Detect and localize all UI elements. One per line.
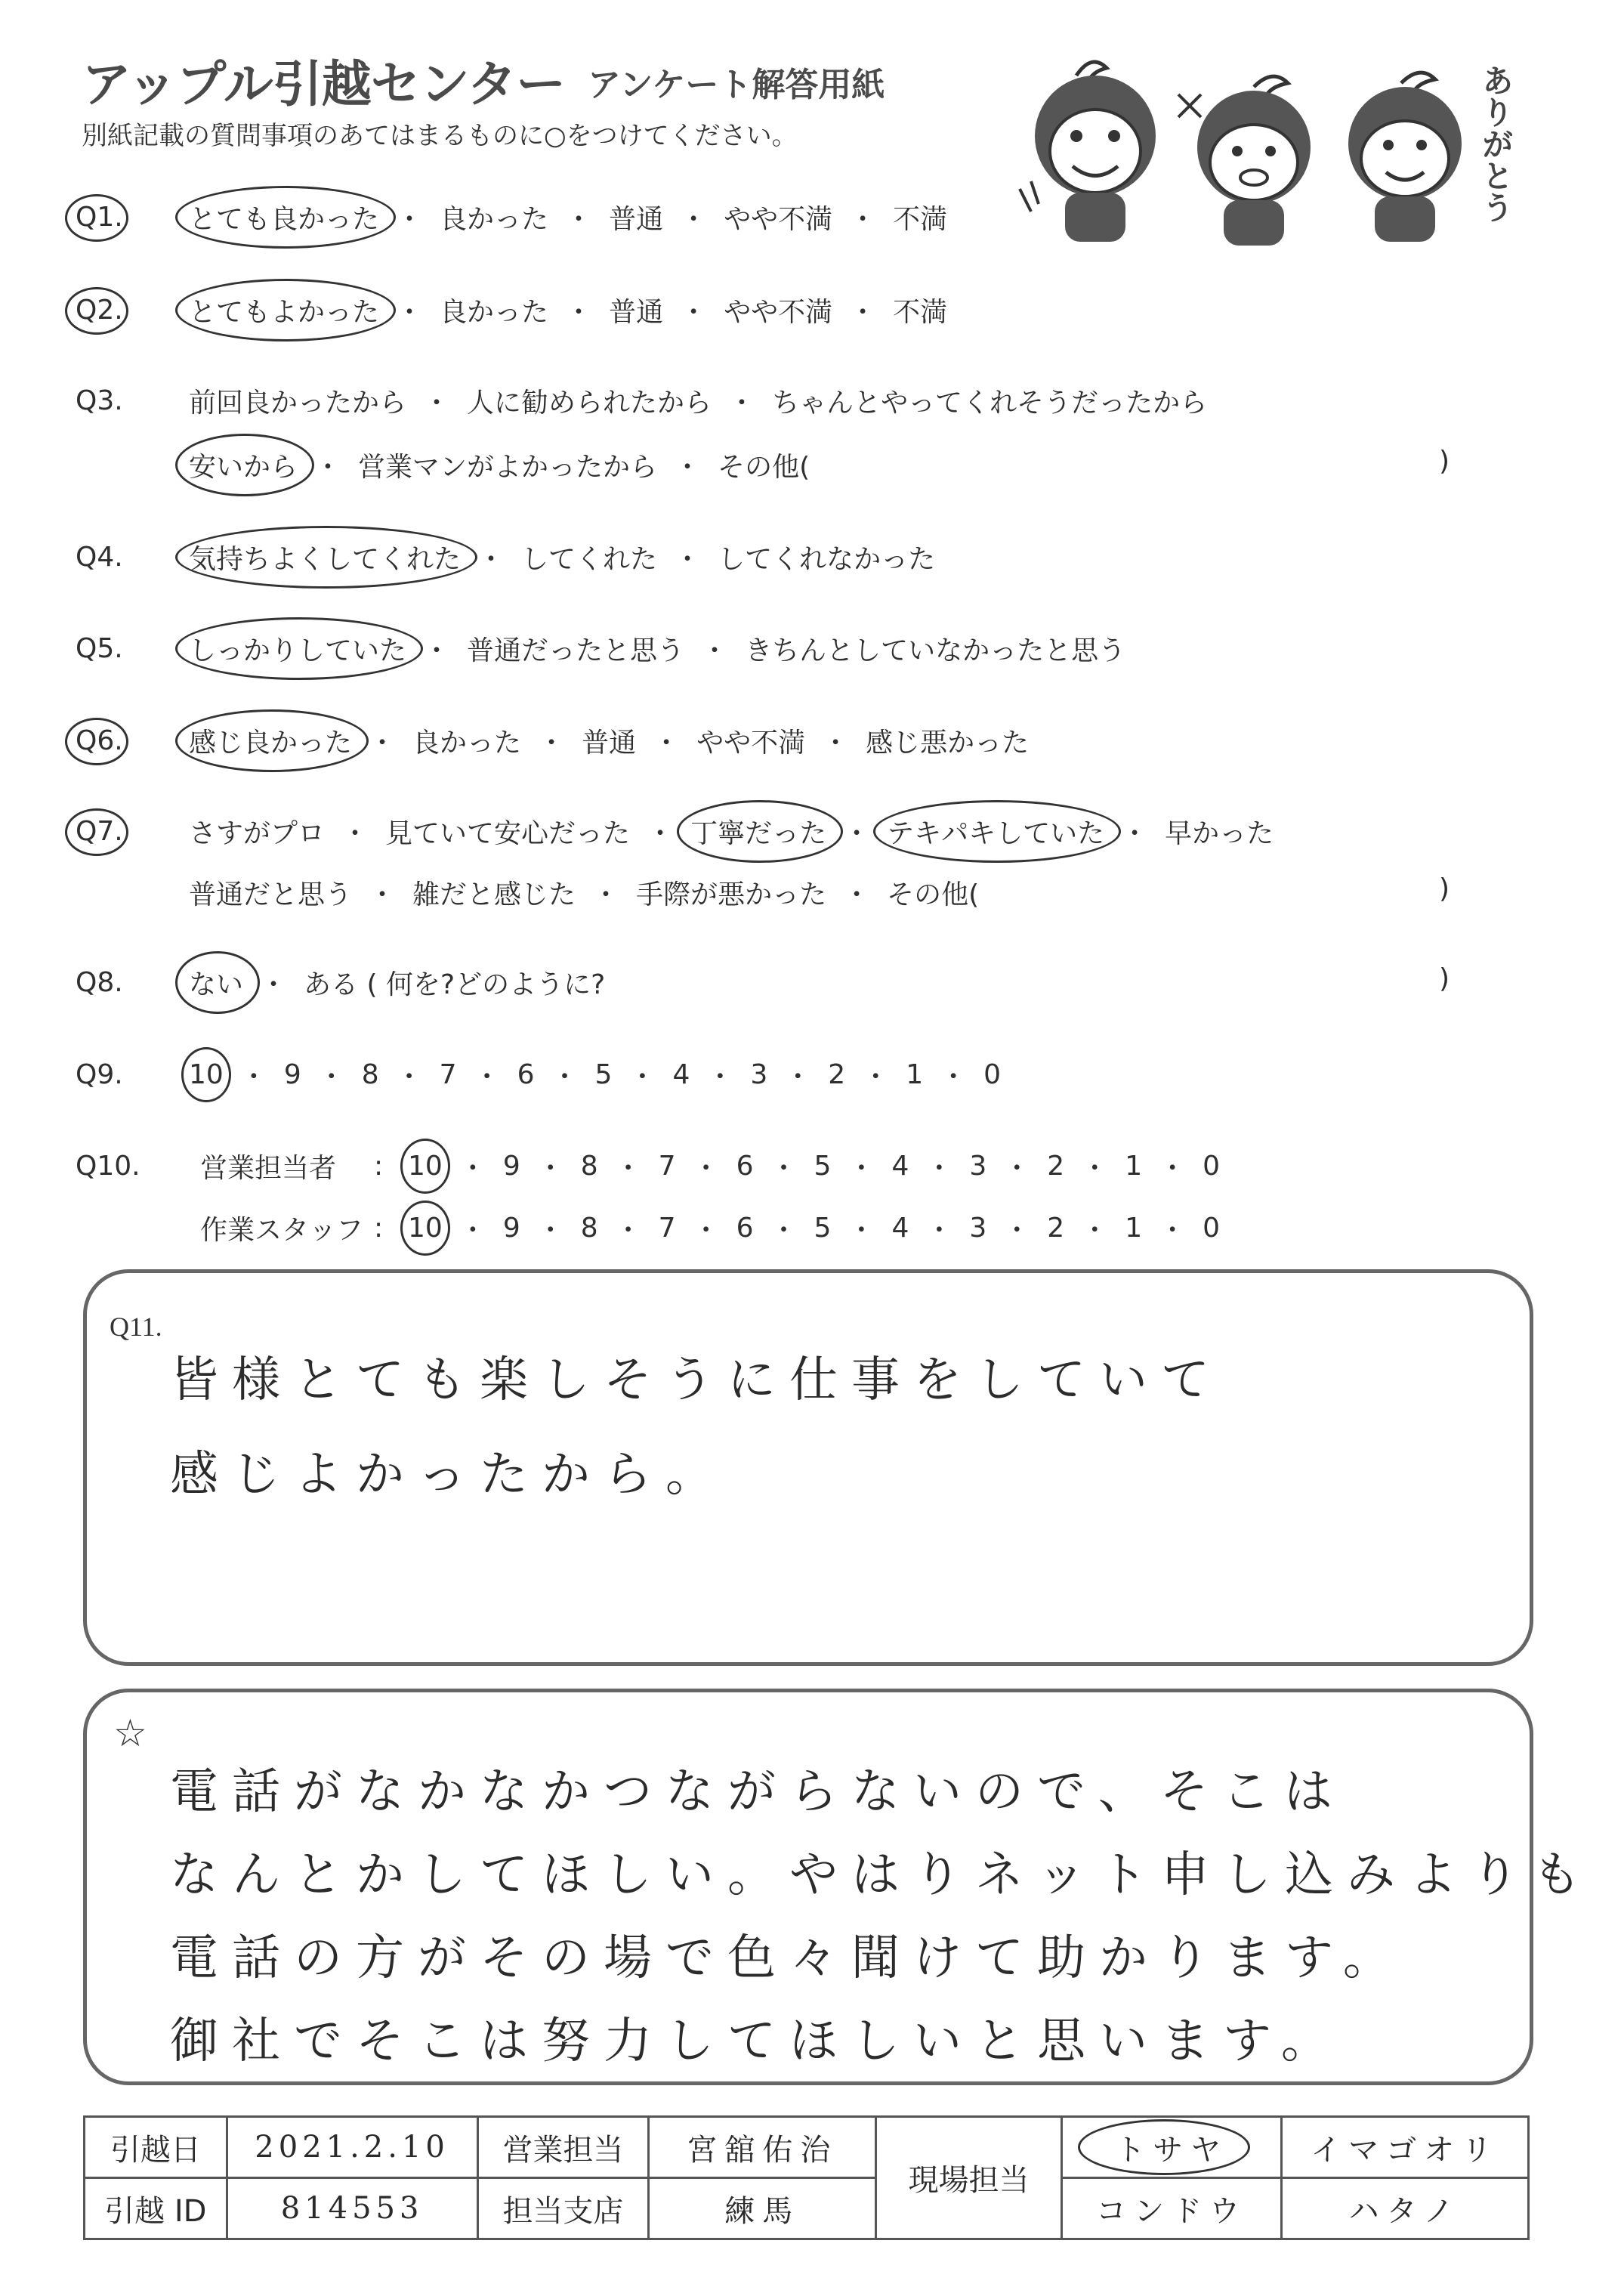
question-label: Q5. bbox=[76, 633, 123, 664]
option[interactable]: してくれなかった bbox=[718, 544, 936, 575]
score[interactable]: 8 bbox=[580, 1213, 598, 1244]
other-close-paren: ) bbox=[1439, 873, 1450, 904]
branch-value[interactable]: 練馬 bbox=[649, 2178, 876, 2239]
form-title: アップル引越センター bbox=[82, 55, 566, 113]
comment-line-4: 御社でそこは努力してほしいと思います。 bbox=[170, 2013, 1343, 2069]
option[interactable]: やや不満 bbox=[724, 297, 833, 328]
mascot-monkey-icon bbox=[1163, 64, 1337, 253]
site-rep-3-value[interactable]: コンドウ bbox=[1062, 2178, 1282, 2239]
other-close-paren: ) bbox=[1439, 963, 1450, 994]
question-2: Q2. とてもよかった ・ 良かった ・ 普通 ・ やや不満 ・ 不満 bbox=[76, 291, 947, 329]
question-4: Q4. 気持ちよくしてくれた ・ してくれた ・ してくれなかった bbox=[76, 538, 935, 576]
option-other[interactable]: その他( bbox=[887, 879, 980, 910]
question-7: Q7. さすがプロ ・ 見ていて安心だった ・ 丁寧だった ・ テキパキしていた ・ 早かった bbox=[76, 812, 1274, 851]
sales-rep-value[interactable]: 宮舘佑治 bbox=[649, 2117, 876, 2178]
score[interactable]: 0 bbox=[1203, 1213, 1221, 1244]
move-id-value[interactable]: 814553 bbox=[227, 2178, 477, 2239]
option[interactable]: ちゃんとやってくれそうだったから bbox=[772, 388, 1208, 419]
score[interactable]: 0 bbox=[1203, 1151, 1221, 1182]
sales-rep-label: 営業担当者 bbox=[200, 1153, 337, 1184]
score[interactable]: 6 bbox=[517, 1059, 535, 1090]
option-selected[interactable]: しっかりしていた bbox=[189, 629, 406, 668]
score[interactable]: 3 bbox=[750, 1059, 768, 1090]
question-label: Q8. bbox=[76, 967, 123, 998]
score-selected[interactable]: 10 bbox=[408, 1213, 443, 1244]
question-5: Q5. しっかりしていた ・ 普通だったと思う ・ きちんとしていなかったと思う bbox=[76, 629, 1125, 668]
question-3: Q3. 前回良かったから ・ 人に勧められたから ・ ちゃんとやってくれそうだったから bbox=[76, 382, 1207, 420]
q11-comment-box[interactable] bbox=[83, 1269, 1533, 1666]
option[interactable]: 良かった bbox=[440, 297, 549, 328]
option-selected[interactable]: 安いから bbox=[189, 446, 298, 484]
option[interactable]: やや不満 bbox=[724, 204, 833, 235]
comment-line-1: 電話がなかなかつながらないので、そこは bbox=[170, 1764, 1346, 1820]
option[interactable]: やや不満 bbox=[696, 728, 806, 759]
score[interactable]: 4 bbox=[672, 1059, 690, 1090]
move-info-table bbox=[83, 2115, 1530, 2240]
score[interactable]: 5 bbox=[814, 1213, 832, 1244]
option-other[interactable]: その他( bbox=[718, 452, 810, 483]
option-selected[interactable]: とてもよかった bbox=[189, 291, 379, 329]
option[interactable]: 普通 bbox=[609, 297, 664, 328]
question-7-line-2: 普通だと思う ・ 雑だと感じた ・ 手際が悪かった ・ その他( bbox=[189, 873, 979, 912]
other-close-paren: ) bbox=[1439, 446, 1450, 477]
question-label: Q1. bbox=[76, 202, 189, 233]
score[interactable]: 3 bbox=[969, 1151, 987, 1182]
score[interactable]: 9 bbox=[502, 1151, 520, 1182]
instruction-text: 別紙記載の質問事項のあてはまるものに○をつけてください。 bbox=[82, 121, 798, 151]
score[interactable]: 2 bbox=[828, 1059, 846, 1090]
move-date-label: 引越日 bbox=[85, 2117, 227, 2178]
option[interactable]: 普通だったと思う bbox=[467, 635, 685, 666]
additional-comment-box[interactable] bbox=[83, 1689, 1595, 2085]
question-label: Q4. bbox=[76, 542, 123, 573]
form-subtitle: アンケート解答用紙 bbox=[588, 66, 885, 104]
option[interactable]: 普通だと思う bbox=[189, 879, 353, 910]
q11-answer-line-1: 皆様とても楽しそうに仕事をしていて bbox=[170, 1352, 1223, 1408]
question-1: Q1. とても良かった ・ 良かった ・ 普通 ・ やや不満 ・ 不満 bbox=[76, 198, 947, 236]
option[interactable]: ある ( 何を?どのように? bbox=[304, 969, 606, 1000]
option[interactable]: 良かった bbox=[412, 728, 522, 759]
question-10-staff: 作業スタッフ : 10 ・ 9 ・ 8 ・ 7 ・ 6 ・ 5 ・ 4 ・ 3 ・ 2 ・ 1 ・ 0 bbox=[200, 1209, 1220, 1247]
mascot-thanks-text: ありがとう bbox=[1477, 64, 1514, 223]
question-label: Q6. bbox=[76, 725, 189, 756]
score[interactable]: 8 bbox=[361, 1059, 379, 1090]
work-staff-label: 作業スタッフ bbox=[200, 1215, 364, 1246]
star-icon: ☆ bbox=[113, 1711, 147, 1755]
site-rep-label: 現場担当 bbox=[876, 2117, 1062, 2239]
question-6: Q6. 感じ良かった ・ 良かった ・ 普通 ・ やや不満 ・ 感じ悪かった bbox=[76, 722, 1029, 760]
option-selected[interactable]: テキパキしていた bbox=[887, 812, 1104, 851]
score[interactable]: 0 bbox=[983, 1059, 1002, 1090]
option[interactable]: 不満 bbox=[893, 204, 948, 235]
q11-label: Q11. bbox=[110, 1312, 162, 1342]
score[interactable]: 8 bbox=[580, 1151, 598, 1182]
option-selected[interactable]: 丁寧だった bbox=[690, 812, 826, 851]
site-rep-4-value[interactable]: ハタノ bbox=[1282, 2178, 1529, 2239]
score[interactable]: 1 bbox=[1125, 1213, 1143, 1244]
mascot-monkey-icon bbox=[1329, 60, 1480, 249]
option[interactable]: 感じ悪かった bbox=[866, 728, 1030, 759]
option[interactable]: 手際が悪かった bbox=[636, 879, 827, 910]
option[interactable]: 人に勧められたから bbox=[467, 388, 712, 419]
option-selected[interactable]: ない bbox=[189, 963, 243, 1002]
score-selected[interactable]: 10 bbox=[408, 1151, 443, 1182]
score[interactable]: 5 bbox=[814, 1151, 832, 1182]
colon: : bbox=[374, 1151, 384, 1182]
option[interactable]: 見ていて安心だった bbox=[385, 818, 631, 849]
score[interactable]: 5 bbox=[594, 1059, 613, 1090]
option[interactable]: さすがプロ bbox=[189, 818, 326, 849]
option[interactable]: 普通 bbox=[609, 204, 664, 235]
sales-rep-label: 営業担当 bbox=[477, 2117, 649, 2178]
question-3-line-2: 安いから ・ 営業マンがよかったから ・ その他( bbox=[189, 446, 810, 484]
score[interactable]: 4 bbox=[891, 1151, 909, 1182]
score[interactable]: 3 bbox=[969, 1213, 987, 1244]
option[interactable]: 営業マンがよかったから bbox=[358, 452, 658, 483]
score[interactable]: 6 bbox=[736, 1213, 754, 1244]
score[interactable]: 1 bbox=[906, 1059, 924, 1090]
q11-answer-line-2: 感じよかったから。 bbox=[170, 1447, 727, 1503]
option[interactable]: きちんとしていなかったと思う bbox=[745, 635, 1126, 666]
option[interactable]: 良かった bbox=[440, 204, 549, 235]
question-label: Q3. bbox=[76, 385, 123, 416]
option-selected[interactable]: 気持ちよくしてくれた bbox=[189, 538, 461, 576]
score[interactable]: 1 bbox=[1125, 1151, 1143, 1182]
site-rep-1-value[interactable]: トサヤ bbox=[1062, 2117, 1282, 2178]
colon: : bbox=[374, 1213, 384, 1244]
branch-label: 担当支店 bbox=[477, 2178, 649, 2239]
score-selected[interactable]: 10 bbox=[189, 1059, 224, 1090]
option[interactable]: 不満 bbox=[893, 297, 948, 328]
score[interactable]: 9 bbox=[502, 1213, 520, 1244]
option-selected[interactable]: 感じ良かった bbox=[189, 722, 352, 760]
option[interactable]: 普通 bbox=[582, 728, 637, 759]
score[interactable]: 9 bbox=[283, 1059, 301, 1090]
move-id-label: 引越 ID bbox=[85, 2178, 227, 2239]
option[interactable]: 前回良かったから bbox=[189, 388, 407, 419]
question-label: Q10. bbox=[76, 1151, 140, 1182]
option[interactable]: 早かった bbox=[1165, 818, 1274, 849]
question-label: Q9. bbox=[76, 1059, 123, 1090]
score[interactable]: 6 bbox=[736, 1151, 754, 1182]
move-date-value[interactable]: 2021.2.10 bbox=[227, 2117, 477, 2178]
score[interactable]: 7 bbox=[658, 1213, 676, 1244]
option[interactable]: 雑だと感じた bbox=[412, 879, 576, 910]
option[interactable]: してくれた bbox=[521, 544, 658, 575]
score[interactable]: 7 bbox=[658, 1151, 676, 1182]
score[interactable]: 2 bbox=[1047, 1151, 1065, 1182]
score[interactable]: 7 bbox=[439, 1059, 457, 1090]
comment-line-2: なんとかしてほしい。やはりネット申し込みよりも bbox=[170, 1847, 1595, 1903]
site-rep-2-value[interactable]: イマゴオリ bbox=[1282, 2117, 1529, 2178]
question-10-sales: Q10. 営業担当者 : 10 ・ 9 ・ 8 ・ 7 ・ 6 ・ 5 ・ 4 ・ 3 ・ 2 ・ 1 ・ 0 bbox=[76, 1147, 1220, 1185]
question-label: Q7. bbox=[76, 816, 189, 847]
comment-line-3: 電話の方がその場で色々聞けて助かります。 bbox=[170, 1930, 1405, 1986]
question-label: Q2. bbox=[76, 295, 189, 326]
question-9: Q9. 10 ・ 9 ・ 8 ・ 7 ・ 6 ・ 5 ・ 4 ・ 3 ・ 2 ・ 1 ・ 0 bbox=[76, 1055, 1001, 1094]
score[interactable]: 2 bbox=[1047, 1213, 1065, 1244]
option-selected[interactable]: とても良かった bbox=[189, 198, 379, 236]
score[interactable]: 4 bbox=[891, 1213, 909, 1244]
question-8: Q8. ない ・ ある ( 何を?どのように? bbox=[76, 963, 605, 1002]
